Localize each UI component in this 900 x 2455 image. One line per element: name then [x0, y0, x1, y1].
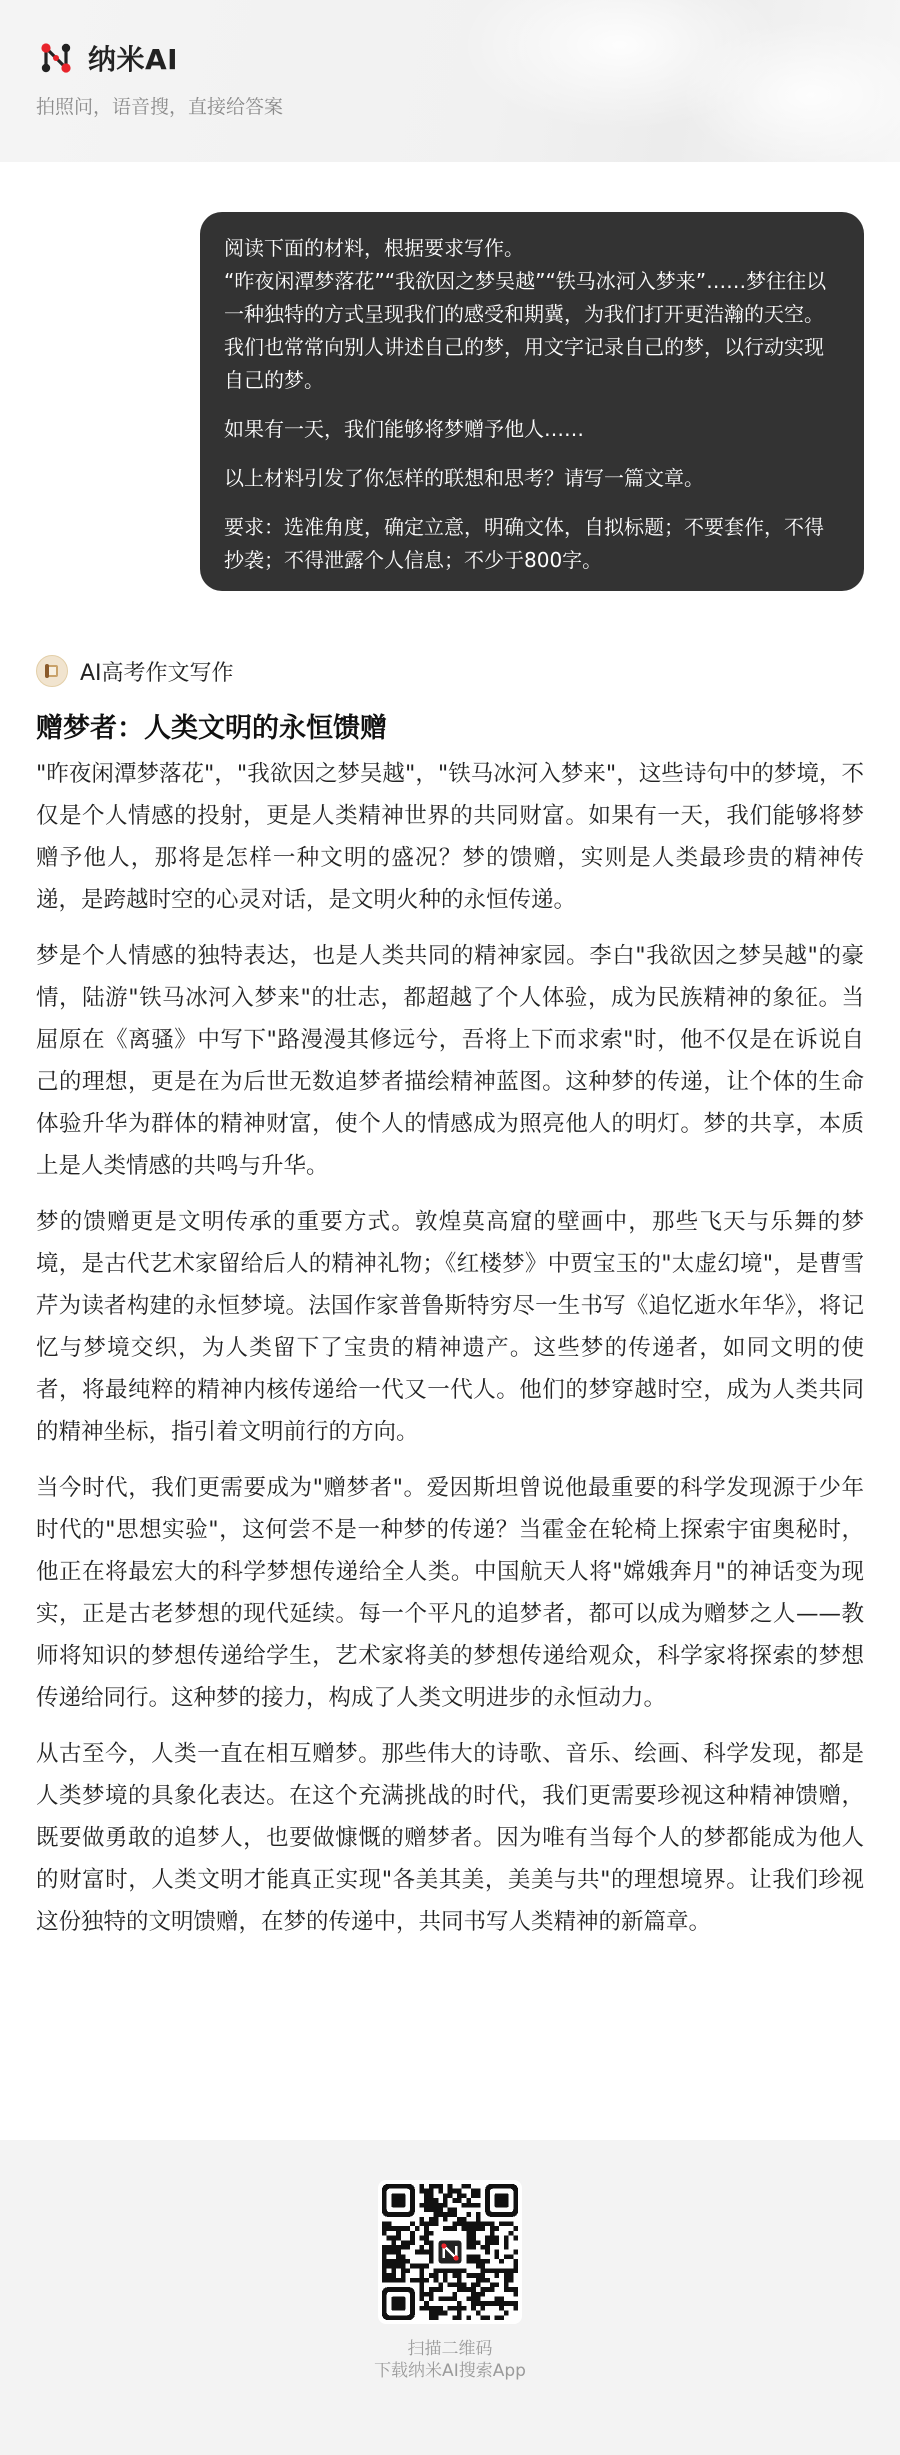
essay-title: 赠梦者：人类文明的永恒馈赠 [36, 713, 387, 744]
user-message-bubble[interactable] [200, 212, 864, 591]
nano-ai-logo-icon [36, 38, 76, 78]
user-message-row [36, 212, 864, 591]
assistant-header [36, 655, 864, 687]
essay-paragraph: 当今时代，我们更需要成为"赠梦者"。爱因斯坦曾说他最重要的科学发现源于少年时代的"思想实验"，这何尝不是一种梦的传递？当霍金在轮椅上探索宇宙奥秘时，他正在将最宏大的科学梦想传递给全人类。中国航天人将"嫦娥奔月"的神话变为现实，正是古老梦想的现代延续。每一个平凡的追梦者，都可以成为赠梦之人——教师将知识的梦想传递给学生，艺术家将美的梦想传递给观众，科学家将探索的梦想传递给同行。这种梦的接力，构成了人类文明进步的永恒动力。 [36, 1475, 864, 1711]
slogan: 拍照问，语音搜，直接给答案 [36, 96, 284, 118]
prompt-paragraph: “昨夜闲潭梦落花”“我欲因之梦吴越”“铁马冰河入梦来”……梦往往以一种独特的方式呈现我们的感受和期冀，为我们打开更浩瀚的天空。我们也常常向别人讲述自己的梦，用文字记录自己的梦，以行动实现自己的梦。 [224, 269, 827, 392]
essay-paragraph: "昨夜闲潭梦落花"，"我欲因之梦吴越"，"铁马冰河入梦来"，这些诗句中的梦境，不仅是个人情感的投射，更是人类精神世界的共同财富。如果有一天，我们能够将梦赠予他人，那将是怎样一种文明的盛况？梦的馈赠，实则是人类最珍贵的精神传递，是跨越时空的心灵对话，是文明火种的永恒传递。 [36, 761, 864, 913]
essay-paragraph: 从古至今，人类一直在相互赠梦。那些伟大的诗歌、音乐、绘画、科学发现，都是人类梦境的具象化表达。在这个充满挑战的时代，我们更需要珍视这种精神馈赠，既要做勇敢的追梦人，也要做慷慨的赠梦者。因为唯有当每个人的梦都能成为他人的财富时，人类文明才能真正实现"各美其美，美美与共"的理想境界。让我们珍视这份独特的文明馈赠，在梦的传递中，共同书写人类精神的新篇章。 [36, 1741, 864, 1935]
prompt-paragraph: 如果有一天，我们能够将梦赠予他人…… [224, 417, 584, 441]
header [0, 0, 900, 162]
download-hint-line1: 扫描二维码 [407, 2339, 493, 2359]
qr-code[interactable] [378, 2180, 522, 2324]
brand-name: 纳米AI [88, 43, 179, 76]
prompt-paragraph: 以上材料引发了你怎样的联想和思考？请写一篇文章。 [224, 466, 704, 490]
essay-paragraph: 梦是个人情感的独特表达，也是人类共同的精神家园。李白"我欲因之梦吴越"的豪情，陆游"铁马冰河入梦来"的壮志，都超越了个人体验，成为民族精神的象征。当屈原在《离骚》中写下"路漫漫其修远兮，吾将上下而求索"时，他不仅是在诉说自己的理想，更是在为后世无数追梦者描绘精神蓝图。这种梦的传递，让个体的生命体验升华为群体的精神财富，使个人的情感成为照亮他人的明灯。梦的共享，本质上是人类情感的共鸣与升华。 [36, 943, 864, 1179]
download-hint-line2: 下载纳米AI搜索App [374, 2361, 526, 2381]
prompt-paragraph: 阅读下面的材料，根据要求写作。 [224, 236, 524, 260]
download-hint [374, 2338, 526, 2382]
avatar [36, 655, 68, 687]
prompt-paragraph: 要求：选准角度，确定立意，明确文体，自拟标题；不要套作，不得抄袭；不得泄露个人信息；不少于800字。 [224, 515, 824, 572]
assistant-name: AI高考作文写作 [80, 660, 234, 686]
essay-paragraph: 梦的馈赠更是文明传承的重要方式。敦煌莫高窟的壁画中，那些飞天与乐舞的梦境，是古代艺术家留给后人的精神礼物；《红楼梦》中贾宝玉的"太虚幻境"，是曹雪芹为读者构建的永恒梦境。法国作家普鲁斯特穷尽一生书写《追忆逝水年华》，将记忆与梦境交织，为人类留下了宝贵的精神遗产。这些梦的传递者，如同文明的使者，将最纯粹的精神内核传递给一代又一代人。他们的梦穿越时空，成为人类共同的精神坐标，指引着文明前行的方向。 [36, 1209, 864, 1445]
footer [0, 2140, 900, 2455]
qr-code-icon [382, 2184, 518, 2320]
conversation [0, 162, 900, 2140]
scroll-avatar-icon [42, 661, 62, 681]
brand[interactable] [36, 38, 864, 78]
essay-body [36, 753, 864, 1943]
